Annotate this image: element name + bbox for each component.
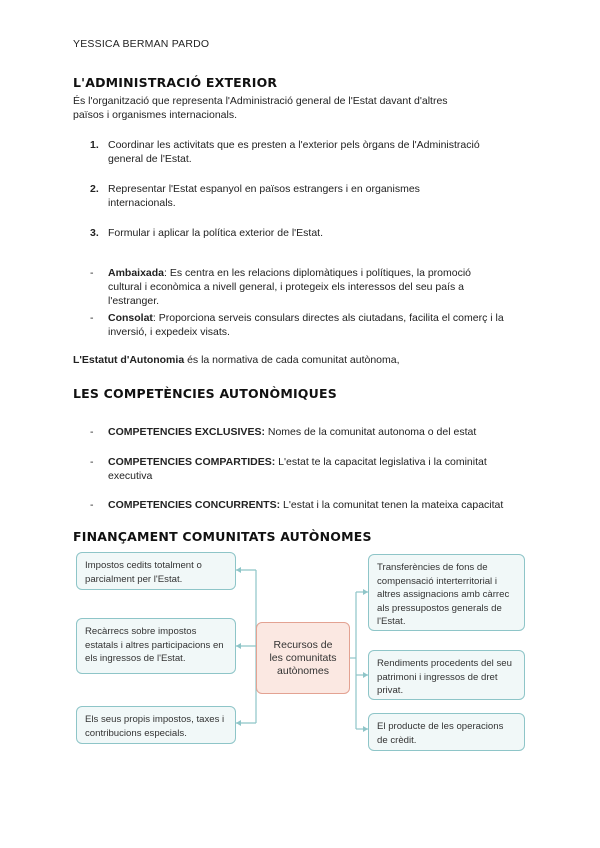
diagram-center-node [256,622,350,694]
body-item-ambaixada: - Ambaixada: Es centra en les relacions diplomàtiques i polítiques, la promoció cultural i econòmica a nivell general, i protegeix els interessos del seu país a l'estranger. [90,267,472,307]
body-text: : Es centra en les relacions diplomàtiques i polítiques, la promoció [164,267,472,279]
body-text: : Proporciona serveis consulars directes als ciutadans, facilita el comerç i la [152,312,504,324]
funding-source-box: Els seus propis impostos, taxes i contribucions especials. [76,706,236,744]
competence-item-shared: - COMPETENCIES COMPARTIDES: L'estat te la capacitat legislativa i la cominitat executiva [90,456,487,482]
section-title-administracio-exterior: L'ADMINISTRACIÓ EXTERIOR [73,75,278,90]
function-number: 3. [90,227,99,239]
body-term: Ambaixada [108,267,165,279]
body-term: Consolat [108,312,153,324]
function-number: 1. [90,139,99,151]
function-number: 2. [90,183,99,195]
statute-term: L'Estatut d'Autonomia [73,354,185,366]
competence-text: Nomes de la comunitat autonoma o del estat [264,426,477,438]
function-text: Formular i aplicar la política exterior de l'Estat. [108,227,324,239]
statute-text: és la normativa de cada comunitat autònoma, [184,354,400,366]
author-name: YESSICA BERMAN PARDO [73,38,210,50]
function-text: Coordinar les activitats que es presten a l'exterior pels òrgans de l'Administració [108,139,480,151]
body-text: l'estranger. [108,295,160,307]
function-text: Representar l'Estat espanyol en països estrangers i en organismes [108,183,420,195]
intro-line: És l'organització que representa l'Administració general de l'Estat davant d'altres [73,95,448,107]
competence-text: L'estat te la capacitat legislativa i la cominitat [275,456,487,468]
intro-line: països i organismes internacionals. [73,109,238,121]
competence-item-concurrent: - COMPETENCIES CONCURRENTS: L'estat i la comunitat tenen la mateixa capacitat [90,499,504,511]
section-title-financament: FINANÇAMENT COMUNITATS AUTÒNOMES [73,529,372,544]
competence-text: executiva [108,470,153,482]
competence-term: COMPETENCIES EXCLUSIVES: [108,426,265,438]
body-text: cultural i econòmica a nivell general, i protegeix els interessos del seu país a [108,281,465,293]
funding-source-box: Rendiments procedents del seu patrimoni i ingressos de dret privat. [368,650,525,700]
competence-item-exclusive: - COMPETENCIES EXCLUSIVES: Nomes de la comunitat autonoma o del estat [90,426,477,438]
competence-term: COMPETENCIES CONCURRENTS: [108,499,281,511]
funding-source-box: El producte de les operacions de crèdit. [368,713,525,751]
function-text: general de l'Estat. [108,153,192,165]
section-title-competencies: LES COMPETÈNCIES AUTONÒMIQUES [73,386,337,401]
center-label: Recursos de les comunitats autònomes [269,638,337,677]
funding-source-box: Impostos cedits totalment o parcialment per l'Estat. [76,552,236,590]
funding-source-box: Recàrrecs sobre impostos estatals i altres participacions en els ingressos de l'Estat. [76,618,236,674]
body-item-consolat: - Consolat: Proporciona serveis consulars directes als ciutadans, facilita el comerç i la inversió, i expedeix visats. [90,312,504,338]
function-text: internacionals. [108,197,176,209]
body-text: inversió, i expedeix visats. [108,326,230,338]
competence-term: COMPETENCIES COMPARTIDES: [108,456,276,468]
competence-text: L'estat i la comunitat tenen la mateixa capacitat [280,499,504,511]
funding-source-box: Transferències de fons de compensació interterritorial i altres assignacions amb càrrec als pressupostos generals de l'Estat. [368,554,525,631]
